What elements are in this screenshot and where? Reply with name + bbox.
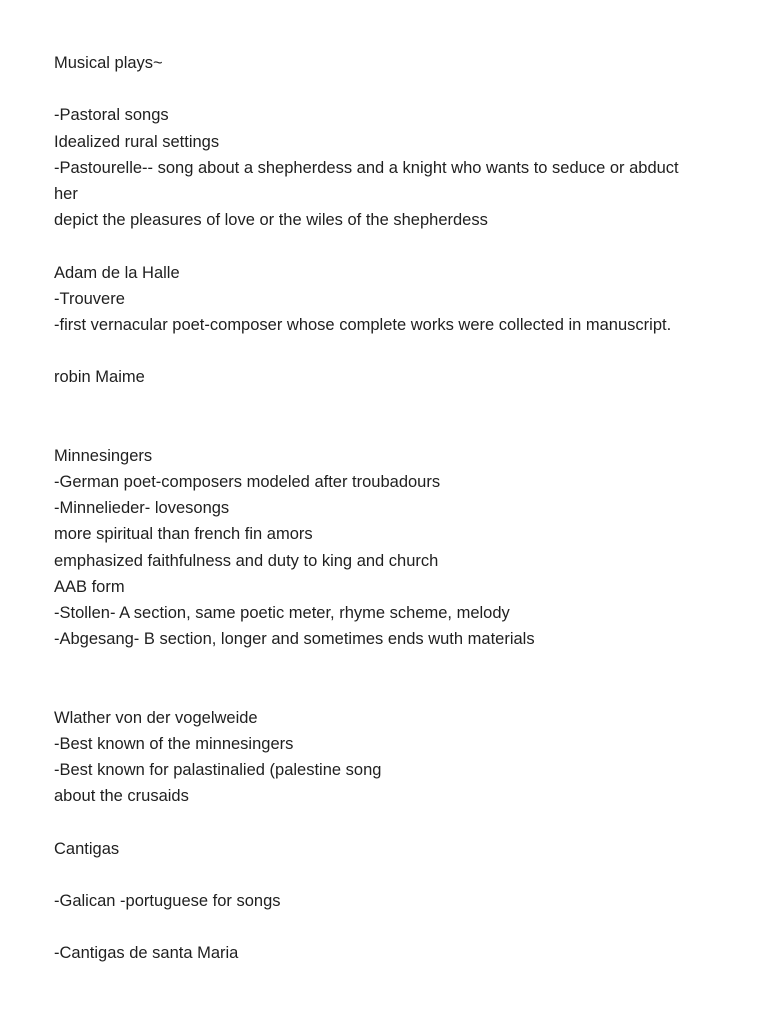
text-line: emphasized faithfulness and duty to king and church xyxy=(54,551,439,570)
spacer xyxy=(54,652,734,704)
text-line: depict the pleasures of love or the wiles of the shepherdess xyxy=(54,211,488,230)
spacer xyxy=(54,76,734,102)
text-line: -Galican -portuguese for songs xyxy=(54,892,281,911)
spacer xyxy=(54,862,734,888)
heading-walther-von-der-vogelweide: Wlather von der vogelweide xyxy=(54,708,258,727)
text-line: her xyxy=(54,184,78,203)
text-line: -Abgesang- B section, longer and sometimes ends wuth materials xyxy=(54,630,535,649)
spacer xyxy=(54,233,734,259)
text-line: -Pastourelle-- song about a shepherdess and a knight who wants to seduce or abduct xyxy=(54,158,679,177)
heading-cantigas: Cantigas xyxy=(54,839,120,858)
text-line: -Trouvere xyxy=(54,289,125,308)
spacer xyxy=(54,914,734,940)
spacer xyxy=(54,338,734,364)
spacer xyxy=(54,390,734,442)
text-line: -German poet-composers modeled after troubadours xyxy=(54,473,441,492)
document-page xyxy=(54,50,734,967)
text-line: -Minnelieder- lovesongs xyxy=(54,499,230,518)
text-line: -Pastoral songs xyxy=(54,106,169,125)
spacer xyxy=(54,809,734,835)
text-line: robin Maime xyxy=(54,368,145,387)
text-line: Idealized rural settings xyxy=(54,132,220,151)
text-line: more spiritual than french fin amors xyxy=(54,525,313,544)
text-line: -first vernacular poet-composer whose complete works were collected in manuscript. xyxy=(54,315,672,334)
heading-musical-plays: Musical plays~ xyxy=(54,54,163,72)
text-line: about the crusaids xyxy=(54,787,189,806)
heading-minnesingers: Minnesingers xyxy=(54,446,153,465)
text-line: AAB form xyxy=(54,577,125,596)
text-line: -Best known for palastinalied (palestine song xyxy=(54,761,382,780)
heading-adam-de-la-halle: Adam de la Halle xyxy=(54,263,180,282)
text-line: -Cantigas de santa Maria xyxy=(54,944,239,963)
text-line: -Stollen- A section, same poetic meter, rhyme scheme, melody xyxy=(54,603,510,622)
text-line: -Best known of the minnesingers xyxy=(54,734,294,753)
